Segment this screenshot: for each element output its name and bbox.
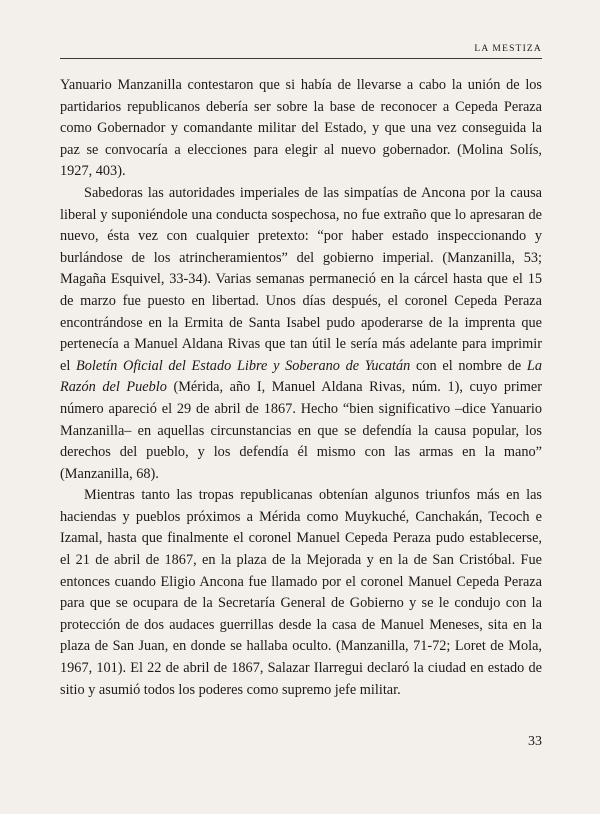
paragraph-1: Yanuario Manzanilla contestaron que si había de llevarse a cabo la unión de los partidarios republicanos debería ser sobre la base de reconocer a Cepeda Peraza como Gobernador y comandante militar del Estado, y que una vez conseguida la paz se convocaría a elecciones para elegir al nuevo gobernador. (Molina Solís, 1927, 403). bbox=[60, 77, 542, 180]
page-number: 33 bbox=[528, 734, 542, 749]
running-head: LA MESTIZA bbox=[474, 44, 542, 54]
header-rule bbox=[60, 58, 542, 59]
paragraph-2-text-b: con el nombre de bbox=[410, 357, 527, 374]
paragraph-2 bbox=[60, 183, 542, 485]
razon-del-pueblo-title: La Razón del Pueblo bbox=[60, 357, 542, 396]
paragraph-2-text-a: Sabedoras las autoridades imperiales de las simpatías de Ancona por la causa liberal y suponiéndole una conducta sospechosa, no fue extraño que lo apresaran de nuevo, ésta vez con cualquier pretexto: “por haber estado inspeccionando y burlándose de los atrincheramientos” del gobierno imperial. (Manzanilla, 53; Magaña Esquivel, 33-34). Varias semanas permaneció en la cárcel hasta que el 15 de marzo fue puesto en libertad. Unos días después, el coronel Cepeda Peraza encontrándose en la Ermita de Santa Isabel pudo apoderarse de la imprenta que pertenecía a Manuel Aldana Rivas que tan útil le sería más adelante para imprimir el bbox=[60, 184, 542, 374]
boletin-title: Boletín Oficial del Estado Libre y Soberano de Yucatán bbox=[76, 357, 411, 374]
paragraph-3: Mientras tanto las tropas republicanas obtenían algunos triunfos más en las haciendas y pueblos próximos a Mérida como Muykuché, Canchakán, Tecoch e Izamal, hasta que finalmente el coronel Manuel Cepeda Peraza pudo establecerse, el 21 de abril de 1867, en la plaza de la Mejorada y en la de San Cristóbal. Fue entonces cuando Eligio Ancona fue llamado por el coronel Manuel Cepeda Peraza para que se ocupara de la Secretaría General de Gobierno y se le condujo con la protección de dos audaces guerrillas desde la casa de Manuel Meneses, sita en la plaza de San Juan, en donde se hallaba oculto. (Manzanilla, 71-72; Loret de Mola, 1967, 101). El 22 de abril de 1867, Salazar Ilarregui declaró la ciudad en estado de sitio y asumió todos los poderes como supremo jefe militar. bbox=[60, 487, 542, 698]
paragraph-2-text-c: (Mérida, año I, Manuel Aldana Rivas, núm. 1), cuyo primer número apareció el 29 de abril de 1867. Hecho “bien significativo –dice Yanuario Manzanilla– en aquellas circunstancias en que se defendía la causa popular, los derechos del pueblo, y los defendía él mismo con las armas en la mano” (Manzanilla, 68). bbox=[60, 379, 542, 482]
body-text bbox=[60, 75, 542, 701]
